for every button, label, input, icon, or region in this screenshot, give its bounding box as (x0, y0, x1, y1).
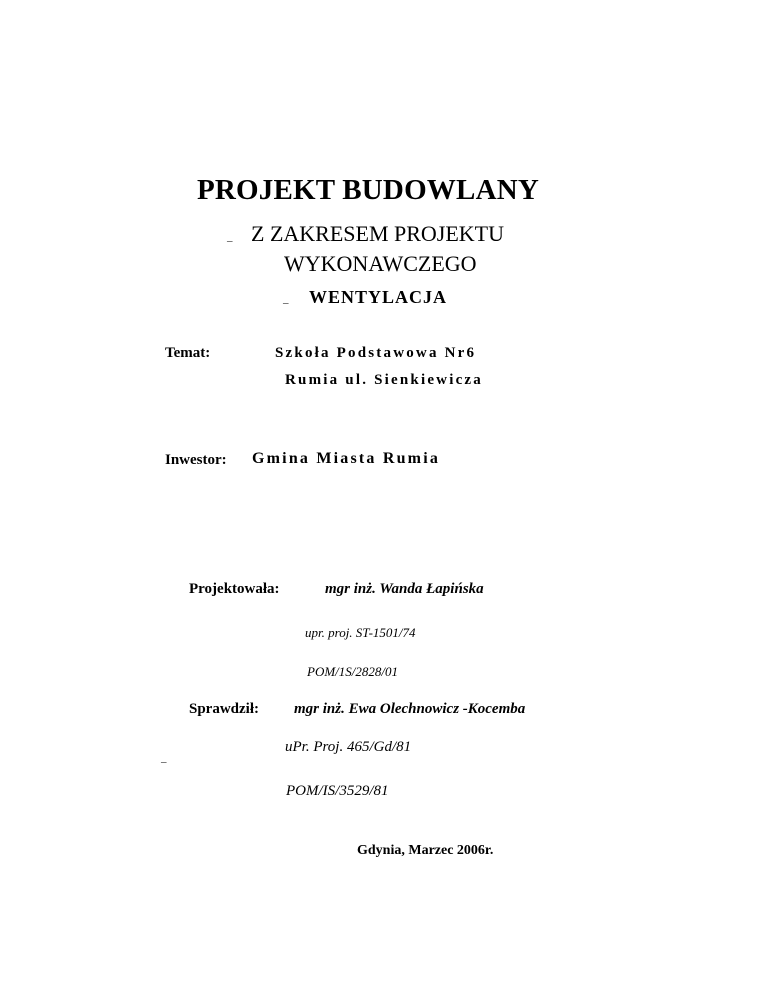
place-date: Gdynia, Marzec 2006r. (357, 843, 494, 858)
inwestor-label: Inwestor: (165, 452, 227, 468)
temat-line-2: Rumia ul. Sienkiewicza (285, 372, 483, 388)
bullet-dash: – (283, 297, 289, 309)
section-title: WENTYLACJA (309, 287, 448, 307)
subtitle-line-1: Z ZAKRESEM PROJEKTU (251, 221, 505, 246)
projektowala-name: mgr inż. Wanda Łapińska (325, 581, 484, 597)
subtitle-line-2: WYKONAWCZEGO (284, 251, 477, 276)
inwestor-value: Gmina Miasta Rumia (252, 450, 441, 467)
projektowala-label: Projektowała: (189, 581, 280, 597)
sprawdzil-name: mgr inż. Ewa Olechnowicz -Kocemba (294, 701, 526, 717)
bullet-dash: – (161, 756, 167, 768)
temat-line-1: Szkoła Podstawowa Nr6 (275, 345, 477, 361)
temat-label: Temat: (165, 345, 211, 361)
document-title: PROJEKT BUDOWLANY (196, 174, 540, 206)
projektowala-permit-2: POM/1S/2828/01 (307, 664, 398, 679)
projektowala-permit-1: upr. proj. ST-1501/74 (305, 625, 416, 640)
bullet-dash: – (227, 235, 233, 247)
sprawdzil-permit-1: uPr. Proj. 465/Gd/81 (285, 739, 412, 755)
sprawdzil-permit-2: POM/IS/3529/81 (286, 783, 389, 799)
sprawdzil-label: Sprawdził: (189, 701, 260, 717)
